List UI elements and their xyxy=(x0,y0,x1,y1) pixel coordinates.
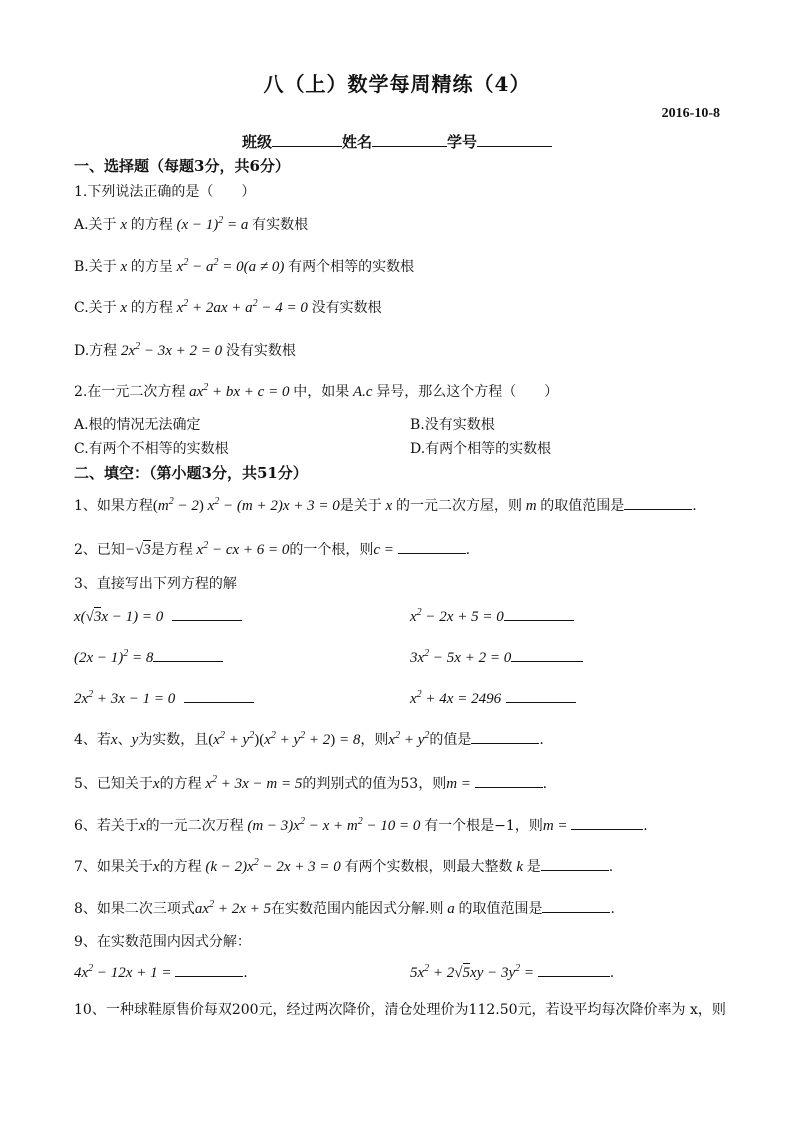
fill-q3-eq4-blank[interactable] xyxy=(511,647,583,662)
fill-q3-eq5-blank[interactable] xyxy=(184,688,254,703)
q1-stem: 1.下列说法正确的是（ ） xyxy=(74,184,256,200)
fill-q3-eq5: $2x^2 + 3x - 1 = 0$ xyxy=(74,688,254,708)
class-label: 班级 xyxy=(241,133,272,151)
fill-q8: 8、如果二次三项式$ax^2 + 2x + 5$在实数范围内能因式分解.则 a 的取值范围是 . xyxy=(74,899,615,917)
q2-stem: 2.在一元二次方程 $ax^2$ + bx + c = 0 中，如果 A.c 异号，那么这个方程（ ） xyxy=(74,382,559,400)
fill-q3-eq2-blank[interactable] xyxy=(504,606,574,621)
q1-option-c: C.关于 x 的方程 $x^2 + 2ax + a^2 - 4 = 0$ 没有实数根 xyxy=(74,298,382,316)
class-blank[interactable] xyxy=(272,130,342,147)
fill-q3-eq3-blank[interactable] xyxy=(153,647,223,662)
fill-q2: 2、已知−√3是方程 $x^2$ − cx + 6 = 0的一个根，则c = . xyxy=(74,540,471,558)
student-info-line xyxy=(0,130,794,152)
fill-q9-expr1: $4x^2 - 12x + 1$ = . xyxy=(74,963,248,981)
fill-q5-blank[interactable] xyxy=(475,773,543,788)
fill-q9-expr2-blank[interactable] xyxy=(538,962,610,977)
fill-q3-eq4: $3x^2 - 5x + 2 = 0$ xyxy=(410,647,583,667)
section1-heading: 一、选择题（每题3分，共6分） xyxy=(74,157,290,175)
fill-q3-eq2: $x^2 - 2x + 5 = 0$ xyxy=(410,606,574,626)
section2-heading: 二、填空：（第小题3分，共51分） xyxy=(74,464,308,482)
fill-q6: 6、若关于x的一元二次万程 $(m - 3)x^2 - x + m^2 - 10 = 0$ 有一个根是−1，则m = . xyxy=(74,816,648,834)
fill-q3-eq1: x(√3x − 1) = 0 xyxy=(74,606,242,626)
page-title: 八（上）数学每周精练（4） xyxy=(263,72,531,96)
fill-q4-blank[interactable] xyxy=(471,729,539,744)
q2-option-b: B.没有实数根 xyxy=(410,417,495,433)
date-label: 2016-10-8 xyxy=(661,106,720,121)
fill-q10: 10、一种球鞋原售价每双200元，经过两次降价，清仓处理价为112.50元，若设平均每次降价率为 x，则 xyxy=(74,1002,726,1018)
fill-q9-expr1-blank[interactable] xyxy=(175,962,243,977)
fill-q9-expr2: $5x^2 + 2√5xy - 3y^2$ = . xyxy=(410,963,615,981)
fill-q2-blank[interactable] xyxy=(398,539,466,554)
q2-option-a: A.根的情况无法确定 xyxy=(74,417,201,433)
fill-q1: 1、如果方程$(m^2 - 2) x^2 - (m + 2)x + 3 = 0$是关于 x 的一元二次方屋，则 m 的取值范围是 . xyxy=(74,496,697,514)
fill-q1-blank[interactable] xyxy=(624,495,692,510)
fill-q7-blank[interactable] xyxy=(541,856,609,871)
fill-q3-eq1-blank[interactable] xyxy=(172,606,242,621)
q2-option-d: D.有两个相等的实数根 xyxy=(410,441,552,457)
fill-q8-blank[interactable] xyxy=(542,898,610,913)
fill-q4: 4、若x、y为实数，且$(x^2 + y^2)(x^2 + y^2 + 2) = 8$，则$x^2 + y^2$的值是 . xyxy=(74,730,544,748)
name-label: 姓名 xyxy=(341,133,372,151)
number-blank[interactable] xyxy=(477,130,552,147)
name-blank[interactable] xyxy=(372,130,447,147)
fill-q7: 7、如果关于x的方程 $(k - 2)x^2 - 2x + 3 = 0$ 有两个实数根，则最大整数 k 是 . xyxy=(74,857,614,875)
fill-q5: 5、已知关于x的方程 $x^2 + 3x - m = 5$的判别式的值为53，则m = . xyxy=(74,774,548,792)
q1-option-b: B.关于 x 的方呈 $x^2 - a^2 = 0(a \ne 0)$ 有两个相等的实数根 xyxy=(74,257,415,275)
fill-q3: 3、直接写出下列方程的解 xyxy=(74,576,237,592)
q1-option-a: A.关于 x 的方程 $(x - 1)^2 = a$ 有实数根 xyxy=(74,215,309,233)
fill-q3-eq6: $x^2 + 4x = 2496$ xyxy=(410,688,576,708)
fill-q9: 9、在实数范围内因式分解： xyxy=(74,934,251,950)
number-label: 学号 xyxy=(447,133,478,151)
q2-option-c: C.有两个不相等的实数根 xyxy=(74,441,229,457)
fill-q3-eq3: $(2x - 1)^2 = 8$ xyxy=(74,647,223,667)
q1-option-d: D.方程 $2x^2 - 3x + 2 = 0$ 没有实数根 xyxy=(74,341,296,359)
fill-q3-eq6-blank[interactable] xyxy=(506,688,576,703)
fill-q6-blank[interactable] xyxy=(571,815,643,830)
